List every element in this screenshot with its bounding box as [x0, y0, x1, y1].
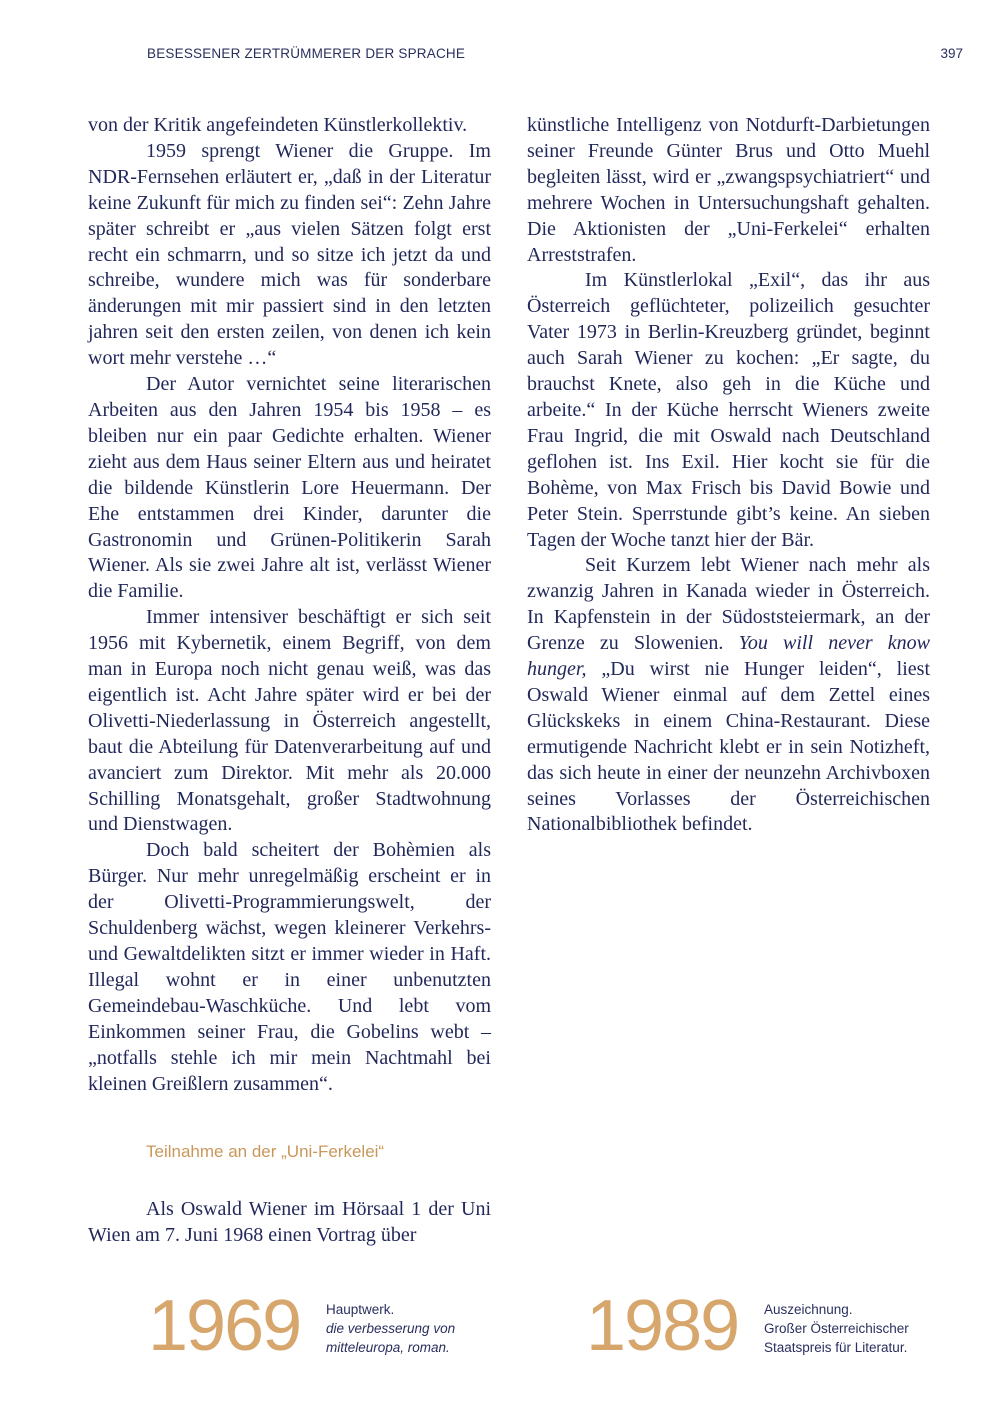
- paragraph: Als Oswald Wiener im Hörsaal 1 der Uni Wien am 7. Juni 1968 einen Vortrag über: [88, 1198, 491, 1247]
- right-column: [527, 113, 930, 838]
- left-column: [88, 113, 491, 1249]
- timeline-award: Staatspreis für Literatur.: [764, 1340, 908, 1355]
- paragraph: Doch bald scheitert der Bohèmien als Bürger. Nur mehr unregelmäßig erscheint er in der Olivetti-Programmierungswelt, der Schuldenberg wächst, wegen kleinerer Verkehrs- und Gewaltdelikten sitzt er immer wieder in Haft. Illegal wohnt er in einer unbenutzten Gemeindebau-Waschküche. Und lebt vom Einkommen seiner Frau, die Gobelins webt – „notfalls stehle ich mir mein Nachtmahl bei kleinen Greißlern zusammen“.: [88, 839, 491, 1095]
- paragraph: Der Autor vernichtet seine literarischen Arbeiten aus den Jahren 1954 bis 1958 – es bleiben nur ein paar Gedichte erhalten. Wiener zieht aus dem Haus seiner Eltern aus und heiratet die bildende Künstlerin Lore Heuermann. Der Ehe entstammen drei Kinder, darunter die Gastronomin und Grünen-Politikerin Sarah Wiener. Als sie zwei Jahre alt ist, verlässt Wiener die Familie.: [88, 373, 491, 603]
- timeline-work-title: mitteleuropa, roman.: [326, 1340, 450, 1355]
- timeline-label: Hauptwerk.: [326, 1302, 395, 1317]
- timeline-work-title: die verbesserung von: [326, 1321, 456, 1336]
- paragraph: Immer intensiver beschäftigt er sich seit 1956 mit Kybernetik, einem Begriff, von dem man in Europa noch nicht genau weiß, was das eigentlich ist. Acht Jahre später wird er bei der Olivetti-Niederlassung in Österreich angestellt, baut die Abteilung für Datenverarbeitung auf und avanciert zum Direktor. Mit mehr als 20.000 Schilling Monatsgehalt, großer Stadtwohnung und Dienstwagen.: [88, 606, 491, 836]
- section-subheading: Teilnahme an der „Uni-Ferkelei“: [146, 1142, 385, 1162]
- timeline-label: Auszeichnung.: [764, 1302, 853, 1317]
- paragraph: künstliche Intelligenz von Notdurft-Darbietungen seiner Freunde Günter Brus und Otto Muehl begleiten lässt, wird er „zwangspsychiatriert“ und mehrere Wochen in Untersuchungshaft gehalten. Die Aktionisten der „Uni-Ferkelei“ erhalten Arreststrafen.: [527, 114, 930, 266]
- running-title: BESESSENER ZERTRÜMMERER DER SPRACHE: [147, 46, 466, 61]
- paragraph-text: Seit Kurzem lebt Wiener nach mehr als zwanzig Jahren in Kanada wieder in Österreich. In Kapfenstein in der Südoststeiermark, an der Grenze zu Slowenien.: [527, 554, 930, 655]
- timeline-year: 1969: [148, 1286, 301, 1366]
- timeline-description: [326, 1300, 506, 1357]
- timeline-description: [764, 1300, 944, 1357]
- paragraph: [527, 553, 930, 838]
- page-number: 397: [940, 46, 963, 61]
- paragraph-text: „Du wirst nie Hunger leiden“, liest Oswald Wiener einmal auf dem Zettel eines Glückskeks in einem China-Restaurant. Diese ermutigende Nachricht klebt er in sein Notizheft, das sich heute in einer der neunzehn Archivboxen seines Vorlasses der Österreichischen Nationalbibliothek befindet.: [527, 658, 930, 836]
- paragraph: Im Künstlerlokal „Exil“, das ihr aus Österreich geflüchteter, polizeilich gesuchter Vater 1973 in Berlin-Kreuzberg gründet, beginnt auch Sarah Wiener zu kochen: „Er sagte, du brauchst Knete, also geh in die Küche und arbeite.“ In der Küche herrscht Wieners zweite Frau Ingrid, die mit Oswald nach Deutschland geflohen ist. Ins Exil. Hier kocht sie für die Bohème, von Max Frisch bis David Bowie und Peter Stein. Sperrstunde gibt’s keine. An sieben Tagen der Woche tanzt hier der Bär.: [527, 269, 930, 551]
- paragraph: 1959 sprengt Wiener die Gruppe. Im NDR-Fernsehen erläutert er, „daß in der Literatur keine Zukunft für mich zu finden sei“: Zehn Jahre später schreibt er „aus vielen Sätzen folgt erst recht ein schmarrn, und so sitze ich jetzt da und schreibe, wundere mich was für sonderbare änderungen mit mir passiert sind in den letzten jahren seit den ersten zeilen, von denen ich kein wort mehr verstehe …“: [88, 139, 491, 370]
- timeline-award: Großer Österreichischer: [764, 1321, 909, 1336]
- italic-quote: You will never know hunger,: [527, 632, 930, 681]
- paragraph: von der Kritik angefeindeten Künstlerkollektiv.: [88, 114, 468, 136]
- timeline-year: 1989: [586, 1286, 739, 1366]
